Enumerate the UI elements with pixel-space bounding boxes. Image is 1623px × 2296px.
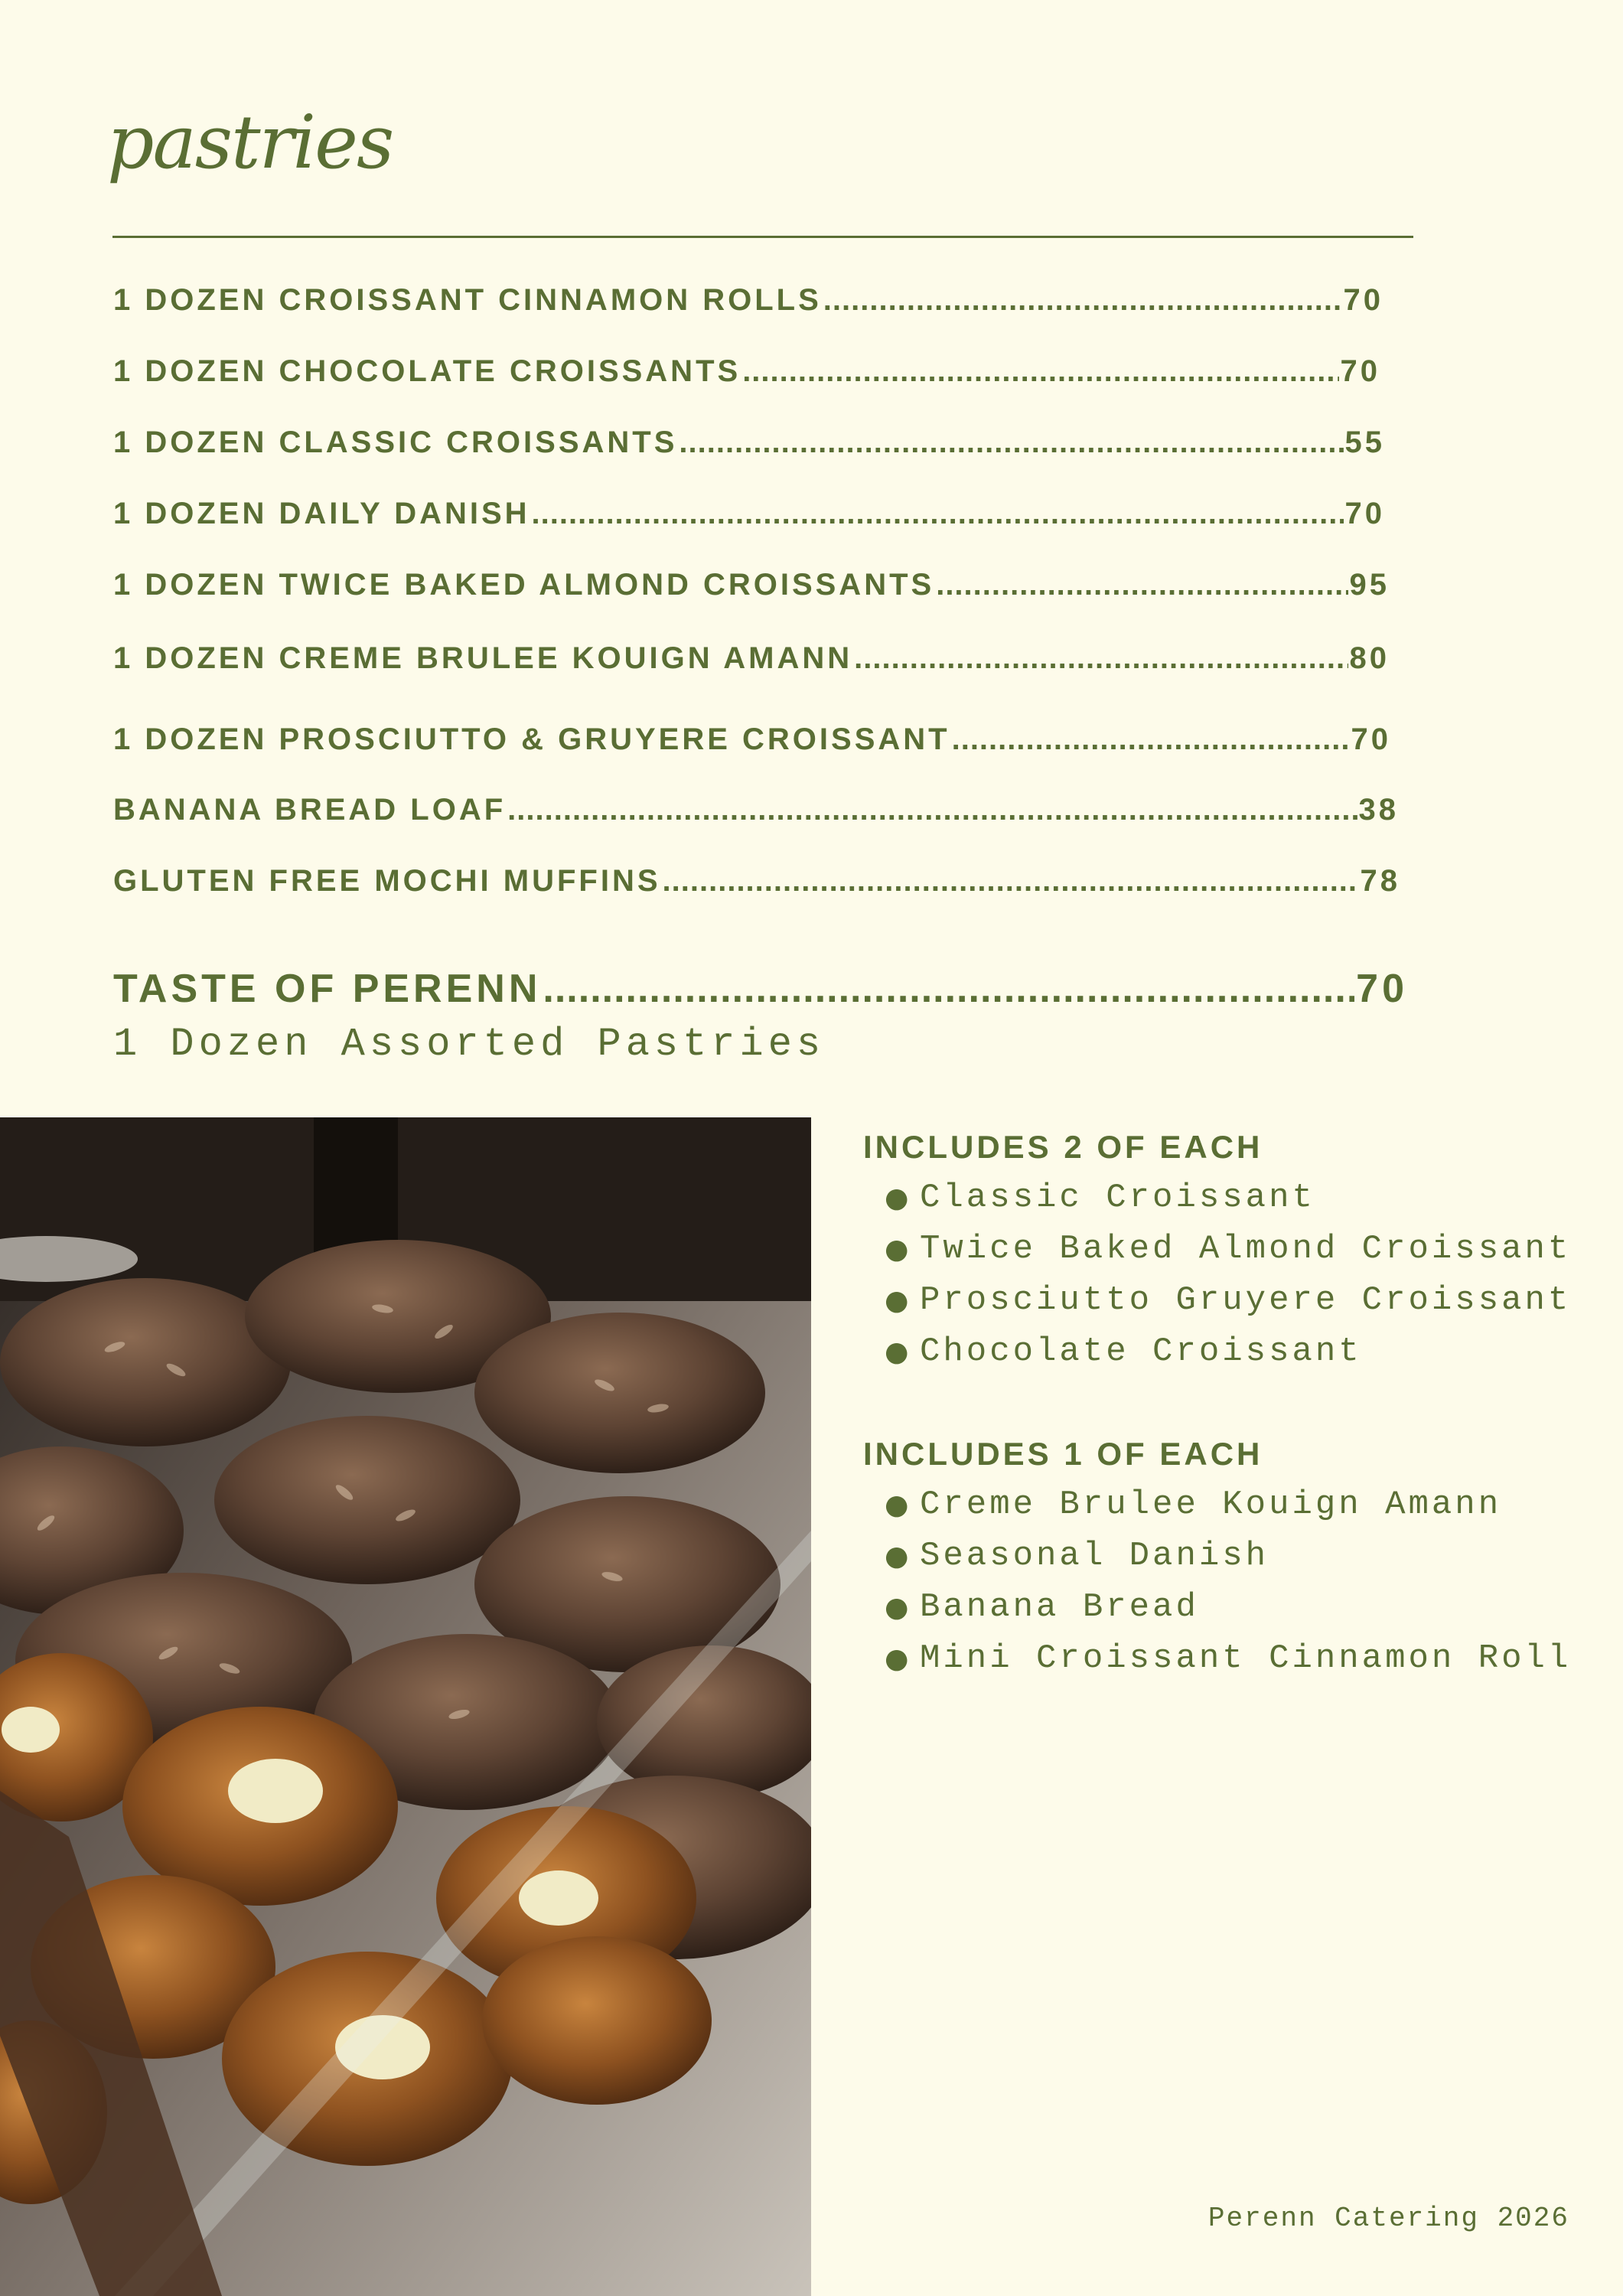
list-item (885, 1326, 1571, 1378)
bullet-dot-icon: ● (885, 1285, 912, 1316)
bullet-dot-icon: ● (885, 1643, 912, 1675)
dot-leader (742, 354, 1338, 389)
menu-item (113, 793, 1399, 827)
list-item-label: Chocolate Croissant (920, 1332, 1362, 1371)
bullet-dot-icon: ● (885, 1541, 912, 1572)
list-item-label: Banana Bread (920, 1588, 1199, 1626)
menu-item (113, 641, 1390, 676)
dot-leader (854, 641, 1348, 676)
footer-text: Perenn Catering 2026 (1207, 2203, 1569, 2234)
dot-leader (823, 283, 1342, 318)
menu-item-price: 70 (1351, 722, 1391, 756)
list-item-label: Creme Brulee Kouign Amann (920, 1486, 1502, 1524)
bullet-dot-icon: ● (885, 1489, 912, 1521)
list-item (885, 1172, 1571, 1224)
list-item-label: Mini Croissant Cinnamon Roll (920, 1639, 1572, 1678)
menu-item-name: 1 DOZEN TWICE BAKED ALMOND CROISSANTS (113, 568, 935, 602)
menu-item (113, 497, 1385, 531)
list-item (885, 1479, 1571, 1531)
menu-item-name: 1 DOZEN CHOCOLATE CROISSANTS (113, 354, 741, 388)
feature-item (113, 966, 1408, 1012)
includes-list (885, 1479, 1572, 1684)
dot-leader (952, 722, 1350, 757)
list-item-label: Seasonal Danish (920, 1537, 1269, 1575)
feature-item-name: TASTE OF PERENN (113, 967, 542, 1011)
menu-item-price: 38 (1358, 793, 1399, 827)
bullet-dot-icon: ● (885, 1336, 912, 1368)
list-item (885, 1531, 1571, 1582)
page-title: pastries (107, 99, 393, 185)
menu-item-price: 70 (1344, 497, 1385, 530)
list-item-label: Prosciutto Gruyere Croissant (920, 1281, 1572, 1319)
menu-item-price: 80 (1349, 641, 1390, 675)
menu-item (113, 426, 1385, 460)
menu-item-name: 1 DOZEN CREME BRULEE KOUIGN AMANN (113, 641, 853, 675)
list-item (885, 1224, 1572, 1275)
dot-leader (532, 497, 1344, 531)
list-item (885, 1633, 1572, 1684)
menu-item-name: 1 DOZEN CLASSIC CROISSANTS (113, 426, 678, 459)
dot-leader (663, 864, 1359, 899)
menu-item-price: 78 (1360, 864, 1400, 898)
menu-item-name: 1 DOZEN DAILY DANISH (113, 497, 530, 530)
menu-item-price: 55 (1344, 426, 1385, 459)
menu-item (113, 354, 1380, 389)
menu-item-name: BANANA BREAD LOAF (113, 793, 507, 827)
menu-item (113, 283, 1383, 318)
feature-subtitle: 1 Dozen Assorted Pastries (113, 1022, 826, 1067)
title-divider (112, 236, 1413, 238)
bullet-dot-icon: ● (885, 1234, 912, 1265)
menu-item-name: 1 DOZEN PROSCIUTTO & GRUYERE CROISSANT (113, 722, 950, 756)
list-item-label: Classic Croissant (920, 1179, 1315, 1217)
list-item (885, 1582, 1571, 1633)
menu-item (113, 568, 1390, 602)
bullet-dot-icon: ● (885, 1592, 912, 1623)
menu-item-price: 70 (1343, 283, 1383, 317)
menu-item (113, 722, 1391, 757)
dot-leader (543, 966, 1354, 1012)
menu-item-price: 95 (1349, 568, 1390, 602)
dot-leader (679, 426, 1343, 460)
menu-item-price: 70 (1340, 354, 1380, 388)
feature-item-price: 70 (1356, 967, 1408, 1011)
dot-leader (936, 568, 1348, 602)
includes-heading: INCLUDES 2 OF EACH (863, 1129, 1263, 1165)
menu-item-name: GLUTEN FREE MOCHI MUFFINS (113, 864, 661, 898)
menu-item (113, 864, 1400, 899)
pastry-display-photo (0, 1117, 811, 2296)
list-item-label: Twice Baked Almond Croissant (920, 1230, 1572, 1268)
list-item (885, 1275, 1572, 1326)
menu-item-name: 1 DOZEN CROISSANT CINNAMON ROLLS (113, 283, 822, 317)
includes-list (885, 1172, 1572, 1378)
bullet-dot-icon: ● (885, 1182, 912, 1214)
dot-leader (507, 793, 1357, 827)
includes-heading: INCLUDES 1 OF EACH (863, 1436, 1263, 1472)
